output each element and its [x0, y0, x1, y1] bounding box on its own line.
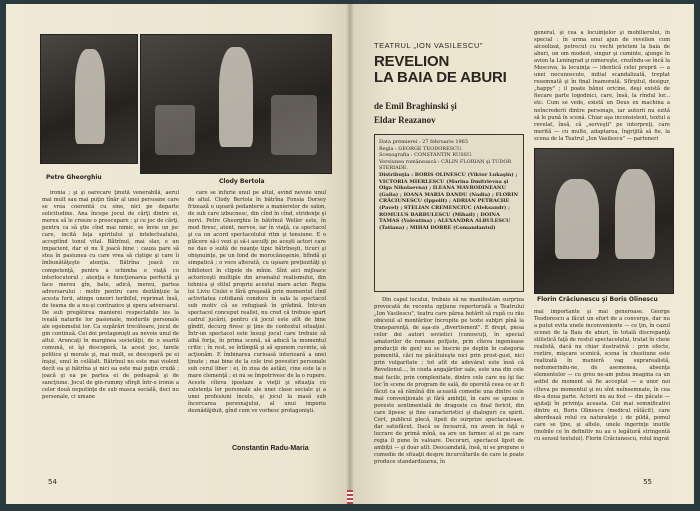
photo-clody-bertola: [140, 34, 332, 174]
production-credits-box: [374, 134, 524, 292]
photo-figure: [75, 49, 105, 144]
byline-line-2: Eldar Reazanov: [374, 115, 436, 125]
page-number-right: 55: [643, 478, 652, 486]
photo-figure: [219, 47, 253, 147]
article-column-2-text: care se înfurie unul pe altul, avînd nevoie unul de altul. Clody Bertola în bătrîna Fonsia Dorsey frizează o uşoară pedanterie a manierelor de salon, de sub care izbucnesc, din cînd în cînd, stridenţe şi nervi. Petre Gheorghiu în bătrînul Weller este, în mod firesc, atent, nervos, iar în viaţă, ca spectacol şi ca un acord spectacolului ritm şi tensiune. E o plăcere să-i vezi şi să-i asculţi pe aceşti actori care ne dau o suită de nuanţe tipic bătrîneşti, ticuri şi obişnuinţe, pe un fond de morocănoşenie, blîndă şi simpatică ; o voce alterată, cu uşoare preţiozităţi şi biblioteci în clipele de mînie. Sînt aici mijloace actoriceşti multiple din arsenalul realismului, din tehnica şi stilul propriu acestui mare actor. Regia lui Liviu Ciulei e fără greşeală prin momentul cînd activitatea cotidiană conduce în sala la spectacol sub motiv că se refugiază în grădină. Într-un spectacol conceput realist, nu cred că trebuie spart cadrul jucării, pentru că jocul este atît de bine gîndit, decurg firesc şi ţine de contextul situaţiei. Într-un spectacol este însuşi jocul care trebuie să aibă forţa, în prima scenă, să aducă la momentul critic ; în rest, se întîmplă şi să spunem cuvinte, să acţionăm. E îmbinarea curioasă interioară a unei ţinute ; mai bine de la cele trei povestiri personale sub cerul liber : ei, în ziua de astăzi, cine este la o mare clemenţă ; ei nu se împotrivesc de la o rupere. Aceste cîteva ipostaze a vieţii şi situaţia cu existenţa lor personale ale unei clase sociale şi a unei profesiuni încolo, şi jocul la masă sub încercarea personajului, al unui imperiu deznădăjduit, gînd cum ve vorbesc protagonişti.: [188, 190, 326, 415]
article-lead-column: [374, 297, 524, 467]
article-column-1-text: ironia ; şi şi oarecare ţinută venerabilă, aerul mai mult sau mai puţin tînăr al unei persoane care se vrea coerentă cu sine, nici pe departe solicitudine. Ana începe jocul de cărţi dintre ei, mereu să le creeze o preocupare ; şi ce joc de cărţi, pentru ca să ştie cînd mai nimic, se învie un joc care, incită faţa spiritului şi intelectualului, acceptînd tonul vital. Bătrînul, mai slav, e un impacient, dar ei nu îl joacă bine ; cauza pare să stea în pasiunea cu care vrea să cîştige şi care îi îmbunătăţeşte atenţia. Bătrîna joacă cu competenţă, pentru a schimba o viaţă cu interlocutorul ; atenţia e funcţionarea perfectă şi face mereu gîn, bate, adică, mereu, partea adversarului : motiv pentru care dezlănţuie la acesta furii, atinge uneori teribilul, reprimat însă, de teama de a nu-şi contrazice şi spera adversarul. De sub pregătirea manierei respectabile ies la iveală naturile lor pasionale, modurile personale ale egoismului lor. Ca supărări trecătoare, jocul de gin continuă. Cei doi protagonişti au nevoie unul de altul. Aruncaţi în marginea societăţii, de o soartă comună, ei îşi descoperă, la acest joc, tarele politice şi morale şi, mai mult, se descoperă pe ei înşişi, unul în celălalt. Bătrînul nu este mai violent decît ea şi bătrîna şi nici ea este mai puţin crudă ; joacă şi ea pe partea ei de pedeapsă şi de sancţiune. Jocul de gin-rummy sfîrşit într-o ironie a celor două neputinţe de sub masca socială, deci nu personale, ci umane: [42, 190, 179, 401]
article-title-line-1: REVELION: [374, 53, 450, 70]
left-page: [6, 4, 350, 504]
article-right-column-top: [534, 30, 670, 142]
photo-figure: [555, 179, 599, 259]
article-author: Constantin Radu-Maria: [232, 445, 309, 452]
book-gutter: [346, 4, 354, 504]
theatre-name: TEATRUL „ION VASILESCU": [374, 41, 484, 50]
byline-line-1: de Emil Braghinski şi: [374, 101, 457, 111]
credits-line: Regia : GEORGE TEODORESCU.: [379, 145, 463, 152]
photo-caption-craciunescu-olinescu: Florin Crăciunescu şi Boris Olinescu: [537, 296, 658, 303]
binding-stitch: [347, 490, 353, 504]
article-title: [374, 54, 507, 86]
article-column-1: [42, 190, 179, 460]
photo-caption-petre-gheorghiu: Petre Gheorghiu: [46, 174, 102, 181]
article-right-column-bottom: [534, 309, 670, 451]
photo-petre-gheorghiu: [40, 34, 138, 164]
right-page: [350, 4, 694, 504]
photo-figure: [615, 169, 655, 259]
page-number-left: 54: [48, 478, 57, 486]
article-column-2: [188, 190, 326, 438]
article-right-column-top-text: general, şi cea a locuinţelor şi mobilierului, în special : în urma unui ajun de revelion cum alcoolizat, petrecut cu vechi prieteni la baia de aburi, un om modest, singur şi cuminte, ajunge în avion la Leningrad şi nimereşte, crezîndu-se încă la Moscova, la locuinţa — identică celei proprii — a unei necunoscute, initial scandalizată, treptat resemnată şi în final înamorată. Sfîrşitul, desigur, „happy" ; il poate bănui oricine, deşi există de fiecare parte logodnici, care, însă, la rîndul lor... etc. Cum se vede, există un Deus ex machina a neîncrederii dintre personaje, iar autorii nu ezită să le pună în scenă. Chiar aşa inconsistent, textul a revelat, însă, că „serveşti" pe interpreţi, care merită — cu multe, adaptarea, îngrijită să fie, la scena de la Teatrul „Ion Vasilescu" — parteneri: [534, 30, 670, 142]
photo-caption-clody-bertola: Clody Bertola: [219, 178, 265, 185]
article-title-line-2: LA BAIA DE ABURI: [374, 69, 507, 86]
article-byline: [374, 99, 457, 127]
photo-furniture: [155, 105, 195, 155]
magazine-spread: [6, 4, 694, 504]
photo-furniture: [271, 95, 317, 155]
article-right-column-bottom-text: mai importante şi mai generoase. George Teodorescu a făcut un efort de a converge, dar nu a putut evita unele inconveniente — ce ţin, în cazul scenei de la Baia de aburi, în totală discrepanţă stilistică faţă de restul spectacolului, tratat în cheie realistă, dacă nu chiar ilustrativă : prin efecte, roztire, mişcare scenică, scena în chestiune este realizată în manieră vag suprarealistă, nedumerindu-ne, de asemenea, absenţa elementelor — cu greu ne-am putea imagina ca un astfel de moment să fie acceptat — a unor noi cîteva pe momentul şi nu sînt neînsemnate, în cea de-a doua parte. Actorii nu au fost — din păcate — ajutaţi în privinţa aceasta. Cei mai semnificativi dintre ei, Boris Olinescu (medicul rătăcit), care abordează rolul cu naturaleţe ; de pildă, pomul care se ţine, şi altele, unele ingerinţe inutile (mobile ce în definitiv nu au o legătură stringentă cu sensul textului). Florin Crăciunescu, rolul ingrat: [534, 309, 670, 442]
credits-line: Data premierei : 27 februarie 1965: [379, 139, 469, 145]
article-lead-text: Din capul locului, trebuie să ne manifestăm surpriza provocată de recenta opţiune repertorială a Teatrului „Ion Vasilescu", teatru care părea hotărît să rupă cu rău obiceiul al montărilor încropite pe texte subţiri pînă la transparenţă, de aşa-zis „divertisment". E drept, piesa celor doi autori sovietici (cunoscuţi, în special amatorilor de romane polţiste, prin cîteva ingenioase producţii de gen) nu se înscrie pe deplin în categoria pomenită, căci nu păcătuieşte nici prin prost-gust, nici prin vulgaritate ; tot atît de adevărat este însă că Revelionul..., în ciuda angajărilor sale, este una din cele mai facile, prin complexitate, dintre cele care nu îşi fac loc în scene de program de sală, de operetă ceea ce ar fi făcut ca să rămînă din această comedie una dintre cele mai convenţionale şi fără ambiţii, în care se spune o poveste sentimentală de dragoste cu final fericit, din care lipsesc şi fine caracteristici şi dialoguri cu spirit. Cert, publicul plecă, lipsit de surprize spectaculoase, dar satisfăcut. Dacă se încearcă, nu avem în faţă o lucrare de primă mînă, ea are un farmec al ei pe care regia îl pune în valoare. Decoruri, spectacol lipsit de ambiţii — şi doar atît. Deocamdată, însă, ni se propune o comedie de situaţii despre incurcăturile de care le poate produce standardizarea, în: [374, 297, 524, 466]
credits-line: Distribuţia : BORIS OLINESCU (Viktor Lukaşin) ; VICTORIA MIERLESCU (Marina Dmitrievna şi Olga Nikolaevna) ; ILEANA MAVRODINEANU (Galia) ; IOANA MARIA DANDU (Nadia) ; FLORIN CRĂCIUNESCU (Ippolit) ; ADRIAN PETRACHE (Pavel) ; STELIAN CREMENCIUC (Aleksandr) ; ROMULUS BARBULESCU (Mihail) ; DOINA TAMAS (Valentina) ; ALEXANDRA ALBULESCU (Tatiana) ; MIHAI DOBRE (Comandantul): [379, 171, 519, 231]
credits-line: Scenografia : CONSTANTIN RUSSU.: [379, 152, 473, 159]
photo-craciunescu-olinescu: [534, 148, 674, 294]
credits-line: Versiunea românească : CĂLIN FLORIAN şi TUDOR STERIADE.: [379, 158, 512, 172]
